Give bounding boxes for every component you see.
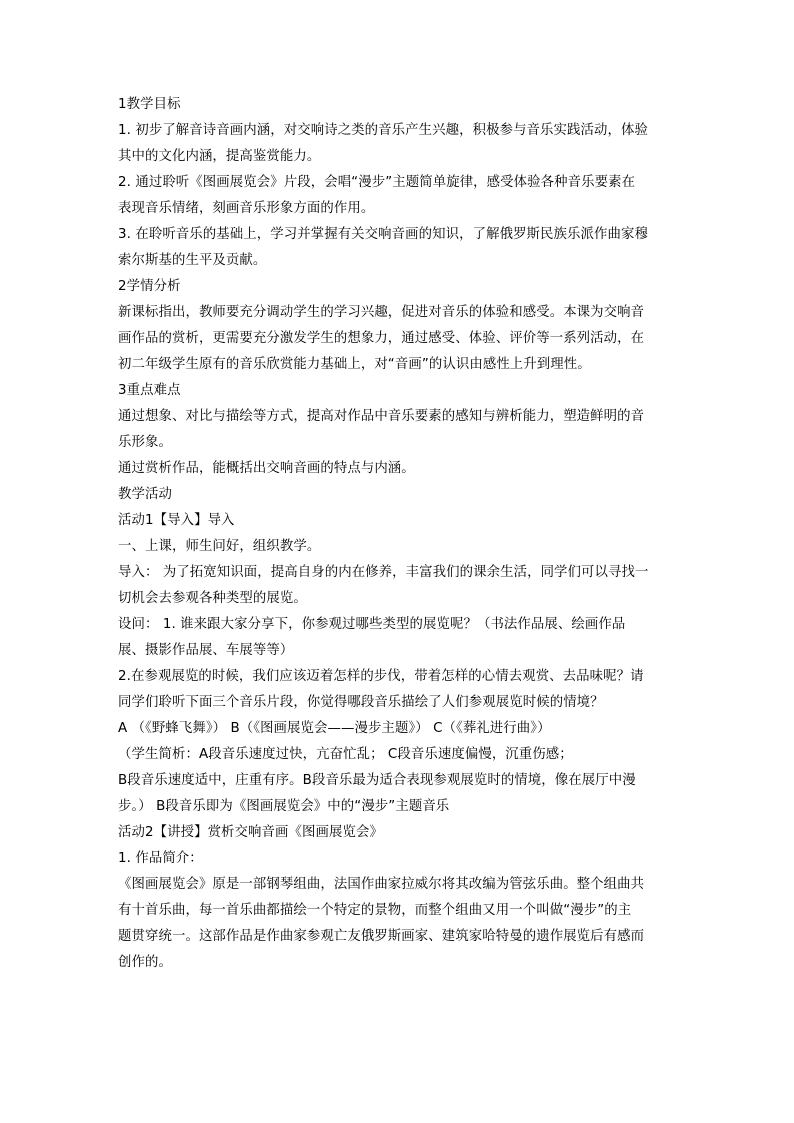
text-line: 1. 初步了解音诗音画内涵，对交响诗之类的音乐产生兴趣，积极参与音乐实践活动，体验 <box>118 123 648 138</box>
text-line: 乐形象。 <box>118 435 172 450</box>
text-line: 设问： 1. 谁来跟大家分享下，你参观过哪些类型的展览呢？（书法作品展、绘画作品 <box>118 617 626 632</box>
text-line: 初二年级学生原有的音乐欣赏能力基础上，对“音画”的认识由感性上升到理性。 <box>118 357 591 372</box>
text-line: 步。） B段音乐即为《图画展览会》中的“漫步”主题音乐 <box>118 799 450 814</box>
text-line: 展、摄影作品展、车展等等） <box>118 643 294 658</box>
activity-2-title: 活动2【讲授】赏析交响音画《图画展览会》 <box>118 825 383 840</box>
text-line: 《图画展览会》原是一部钢琴组曲，法国作曲家拉威尔将其改编为管弦乐曲。整个组曲共 <box>118 877 645 892</box>
text-line: A （《野蜂飞舞》） B（《图画展览会——漫步主题》） C（《葬礼进行曲》） <box>118 721 551 736</box>
heading-key-points: 3重点难点 <box>118 383 181 398</box>
text-line: 索尔斯基的生平及贡献。 <box>118 253 267 268</box>
heading-teaching-activities: 教学活动 <box>118 487 172 502</box>
text-line: 2.在参观展览的时候，我们应该迈着怎样的步伐，带着怎样的心情去观赏、去品味呢？请 <box>118 669 644 684</box>
text-line: 新课标指出，教师要充分调动学生的学习兴趣，促进对音乐的体验和感受。本课为交响音 <box>118 305 645 320</box>
text-line: 画作品的赏析，更需要充分激发学生的想象力，通过感受、体验、评价等一系列活动，在 <box>118 331 645 346</box>
text-line: 通过赏析作品，能概括出交响音画的特点与内涵。 <box>118 461 415 476</box>
text-line: 表现音乐情绪，刻画音乐形象方面的作用。 <box>118 201 375 216</box>
text-line: 导入： 为了拓宽知识面，提高自身的内在修养，丰富我们的课余生活，同学们可以寻找一 <box>118 565 649 580</box>
text-line: 有十首乐曲，每一首乐曲都描绘一个特定的景物，而整个组曲又用一个叫做“漫步”的主 <box>118 903 632 918</box>
heading-teaching-goals: 1教学目标 <box>118 97 181 112</box>
text-line: 切机会去参观各种类型的展览。 <box>118 591 307 606</box>
text-line: 2. 通过聆听《图画展览会》片段，会唱“漫步”主题简单旋律，感受体验各种音乐要素在 <box>118 175 636 190</box>
text-line: 其中的文化内涵，提高鉴赏能力。 <box>118 149 321 164</box>
text-line: B段音乐速度适中，庄重有序。B段音乐最为适合表现参观展览时的情境，像在展厅中漫 <box>118 773 636 788</box>
document-page <box>118 92 678 976</box>
activity-1-title: 活动1【导入】导入 <box>118 513 235 528</box>
heading-student-analysis: 2学情分析 <box>118 279 181 294</box>
text-line: 题贯穿统一。这部作品是作曲家参观亡友俄罗斯画家、建筑家哈特曼的遗作展览后有感而 <box>118 929 645 944</box>
text-line: 3. 在聆听音乐的基础上，学习并掌握有关交响音画的知识，了解俄罗斯民族乐派作曲家穆 <box>118 227 648 242</box>
text-line: 一、上课，师生问好，组织教学。 <box>118 539 321 554</box>
text-line: 1. 作品简介： <box>118 851 203 866</box>
text-line: 同学们聆听下面三个音乐片段，你觉得哪段音乐描绘了人们参观展览时候的情境？ <box>118 695 604 710</box>
text-line: 创作的。 <box>118 955 172 970</box>
text-line: 通过想象、对比与描绘等方式，提高对作品中音乐要素的感知与辨析能力，塑造鲜明的音 <box>118 409 645 424</box>
text-line: （学生简析：A段音乐速度过快，亢奋忙乱； C段音乐速度偏慢，沉重伤感； <box>118 747 573 762</box>
